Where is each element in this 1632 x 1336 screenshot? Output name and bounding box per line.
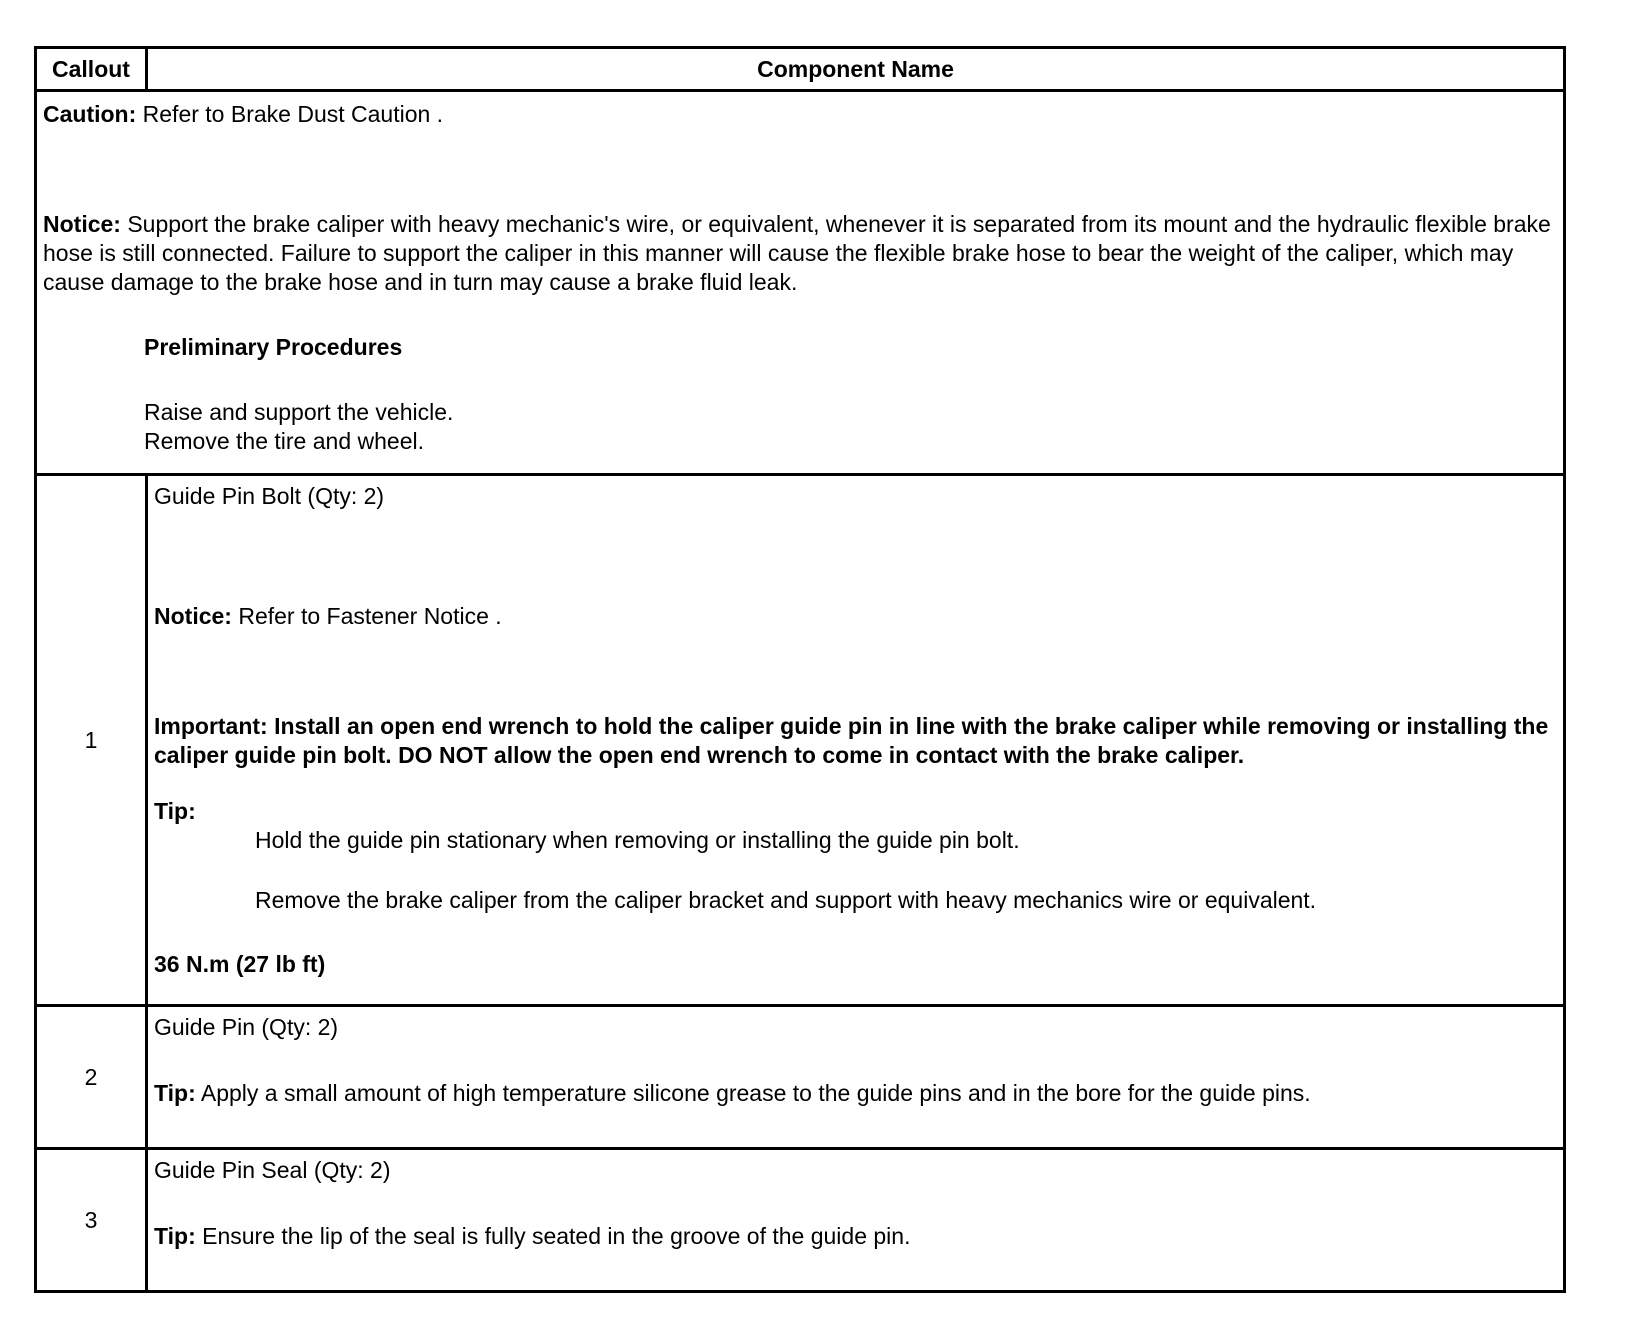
callout-header: Callout [37, 49, 148, 89]
callout-number: 3 [37, 1150, 148, 1290]
notice-paragraph [43, 210, 1557, 297]
tip-text: Ensure the lip of the seal is fully seated in the groove of the guide pin. [195, 1223, 911, 1249]
tip-item: Remove the brake caliper from the caliper bracket and support with heavy mechanics wire or equivalent. [255, 887, 1317, 913]
tip-label: Tip: [154, 798, 196, 824]
tip-text: Apply a small amount of high temperature silicone grease to the guide pins and in the bore for the guide pins. [195, 1080, 1311, 1106]
caution-line [43, 100, 1557, 129]
component-name: Guide Pin Seal (Qty: 2) [154, 1157, 391, 1183]
tip-item: Hold the guide pin stationary when removing or installing the guide pin bolt. [255, 827, 1020, 853]
torque-spec: 36 N.m (27 lb ft) [154, 951, 326, 977]
callout-number: 1 [37, 476, 148, 1004]
important-note: Important: Install an open end wrench to hold the caliper guide pin in line with the brake caliper while removing or installing the caliper guide pin bolt. DO NOT allow the open end wrench to come in contact with the brake caliper. [154, 713, 1549, 768]
table-header-row [37, 49, 1563, 89]
preliminary-step: Raise and support the vehicle. [144, 399, 454, 425]
component-name: Guide Pin Bolt (Qty: 2) [154, 483, 385, 509]
tip-label: Tip: [154, 1080, 196, 1106]
table-row [37, 473, 1563, 1004]
component-cell [148, 1150, 1563, 1290]
intro-section [37, 89, 1563, 473]
tip-label: Tip: [154, 1223, 196, 1249]
tip-line [154, 1222, 1557, 1251]
notice-text: Support the brake caliper with heavy mechanic's wire, or equivalent, whenever it is separated from its mount and the hydraulic flexible brake hose is still connected. Failure to support the caliper in this manner will cause the flexible brake hose to bear the weight of the caliper, which may cause damage to the brake hose and in turn may cause a brake fluid leak. [43, 211, 1551, 295]
table-row [37, 1004, 1563, 1147]
callout-number: 2 [37, 1007, 148, 1147]
preliminary-heading: Preliminary Procedures [144, 334, 403, 360]
preliminary-step: Remove the tire and wheel. [144, 428, 424, 454]
component-cell [148, 1007, 1563, 1147]
notice-line [154, 602, 1557, 631]
notice-label: Notice: [43, 211, 121, 237]
caution-text: Refer to Brake Dust Caution . [136, 101, 444, 127]
tip-line [154, 1079, 1557, 1108]
notice-text: Refer to Fastener Notice . [231, 603, 502, 629]
procedure-table [34, 46, 1566, 1293]
caution-label: Caution: [43, 101, 137, 127]
component-name: Guide Pin (Qty: 2) [154, 1014, 339, 1040]
component-cell [148, 476, 1563, 1004]
component-name-header: Component Name [757, 55, 954, 82]
notice-label: Notice: [154, 603, 232, 629]
table-row [37, 1147, 1563, 1290]
